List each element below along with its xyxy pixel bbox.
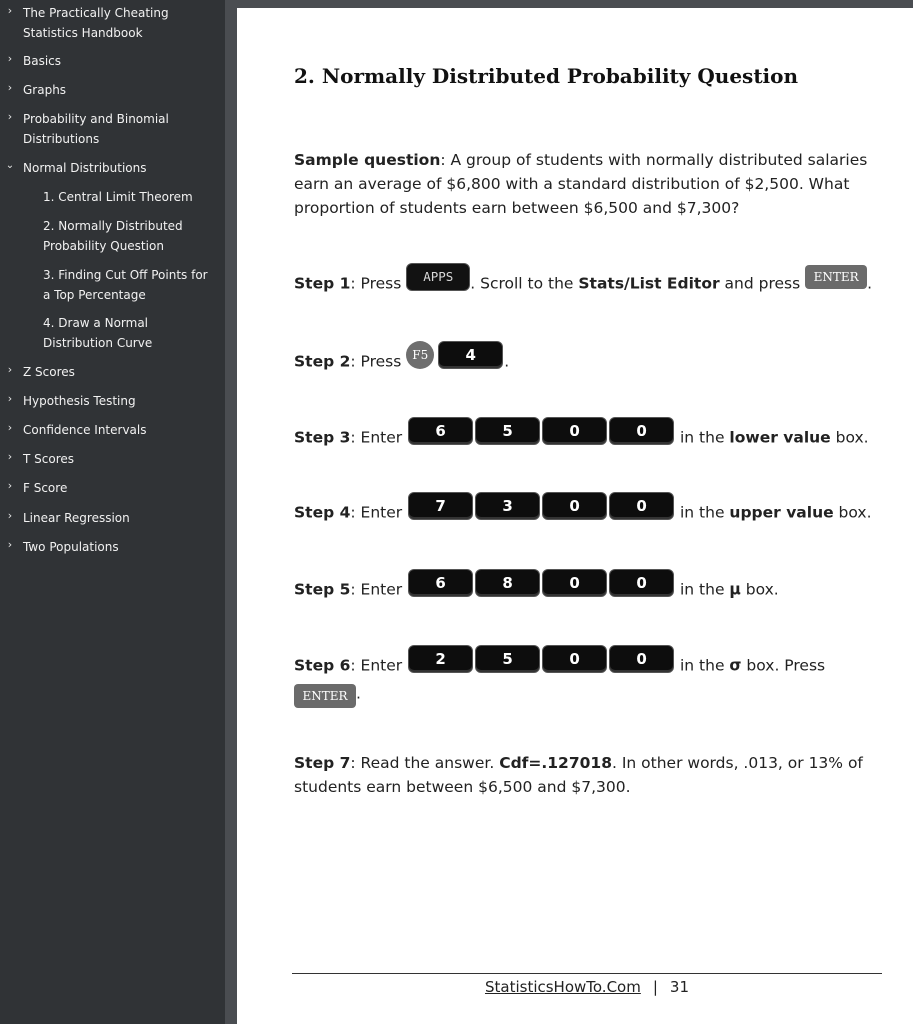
chevron-down-icon: ⌄ bbox=[5, 160, 15, 171]
chevron-right-icon: › bbox=[7, 110, 13, 123]
number-key-icon: 6 bbox=[408, 569, 473, 597]
step-6 bbox=[294, 652, 874, 708]
nav-item-label: 4. Draw a Normal Distribution Curve bbox=[43, 316, 153, 350]
step-label: Step 4 bbox=[294, 503, 351, 522]
step-text: . In other words, .013, or 13% of students earn between $6,500 and $7,300. bbox=[294, 754, 863, 796]
step-text: in the bbox=[675, 503, 730, 522]
number-key-icon: 3 bbox=[475, 492, 540, 520]
enter-key-icon: ENTER bbox=[294, 684, 356, 708]
chevron-right-icon: › bbox=[7, 509, 13, 522]
step-label: Step 5 bbox=[294, 580, 351, 599]
nav-item-label: F Score bbox=[23, 481, 68, 495]
step-bold-text: Cdf=.127018 bbox=[499, 754, 612, 772]
footer-site-link[interactable]: StatisticsHowTo.Com bbox=[484, 978, 641, 996]
step-text: in the bbox=[675, 580, 730, 599]
step-bold-text: lower value bbox=[729, 428, 831, 447]
nav-item-label: Linear Regression bbox=[23, 511, 130, 525]
step-text: : Enter bbox=[350, 428, 408, 447]
step-7 bbox=[294, 751, 874, 799]
chevron-right-icon: › bbox=[7, 450, 13, 463]
document-page bbox=[237, 8, 913, 1024]
sidebar bbox=[0, 0, 225, 1024]
nav-item-label: Normal Distributions bbox=[23, 161, 147, 175]
step-text: : Press bbox=[350, 352, 407, 371]
number-key-icon: 6 bbox=[408, 417, 473, 445]
page-footer bbox=[292, 978, 882, 996]
step-text: box. bbox=[830, 428, 869, 447]
step-2 bbox=[294, 348, 874, 376]
chevron-right-icon: › bbox=[7, 479, 13, 492]
step-label: Step 7 bbox=[294, 754, 351, 772]
number-key-icon: 5 bbox=[475, 417, 540, 445]
number-key-icon: 0 bbox=[609, 569, 674, 597]
chevron-right-icon: › bbox=[7, 538, 13, 551]
number-key-icon: 2 bbox=[408, 645, 473, 673]
nav-item-label: Probability and Binomial Distributions bbox=[23, 112, 169, 146]
step-bold-text: Stats/List Editor bbox=[578, 274, 720, 293]
number-key-icon: 0 bbox=[542, 417, 607, 445]
step-text: . bbox=[356, 684, 361, 703]
footer-divider bbox=[292, 973, 882, 974]
nav-item-label: Confidence Intervals bbox=[23, 423, 147, 437]
number-key-icon: 0 bbox=[609, 417, 674, 445]
step-text: box. bbox=[833, 503, 872, 522]
chevron-right-icon: › bbox=[7, 81, 13, 94]
step-text: : Enter bbox=[350, 503, 408, 522]
chevron-right-icon: › bbox=[7, 4, 13, 17]
number-key-icon: 7 bbox=[408, 492, 473, 520]
step-label: Step 6 bbox=[294, 656, 351, 675]
step-text: . Scroll to the bbox=[470, 274, 579, 293]
step-text: : Press bbox=[350, 274, 407, 293]
step-text: box. bbox=[740, 580, 779, 599]
number-key-icon: 0 bbox=[542, 645, 607, 673]
nav-item-label: Two Populations bbox=[23, 540, 119, 554]
step-text: in the bbox=[675, 428, 730, 447]
number-key-icon: 8 bbox=[475, 569, 540, 597]
apps-key-icon: APPS bbox=[406, 263, 470, 291]
number-key-icon: 4 bbox=[438, 341, 503, 369]
sidebar-scrollbar[interactable] bbox=[225, 0, 237, 1024]
sample-question-text: : A group of students with normally distributed salaries earn an average of $6,800 with a standard distribution of $2,500. What proportion of students earn between $6,500 and $7,300? bbox=[294, 151, 868, 217]
step-3 bbox=[294, 424, 874, 452]
step-text: . bbox=[867, 274, 873, 293]
step-text: : Enter bbox=[350, 656, 408, 675]
step-text: : Read the answer. bbox=[350, 754, 500, 772]
nav-item-label: 1. Central Limit Theorem bbox=[43, 190, 193, 204]
nav-item-label: 2. Normally Distributed Probability Question bbox=[43, 219, 183, 253]
number-key-icon: 0 bbox=[542, 569, 607, 597]
step-label: Step 2 bbox=[294, 352, 351, 371]
step-text: box. Press bbox=[741, 656, 826, 675]
step-label: Step 3 bbox=[294, 428, 351, 447]
step-bold-text: μ bbox=[729, 580, 741, 599]
nav-item-label: Graphs bbox=[23, 83, 67, 97]
f5-key-icon: F5 bbox=[406, 341, 434, 369]
step-5 bbox=[294, 576, 874, 604]
nav-item-label: Basics bbox=[23, 54, 62, 68]
chevron-right-icon: › bbox=[7, 363, 13, 376]
step-label: Step 1 bbox=[294, 274, 351, 293]
step-text: : Enter bbox=[350, 580, 408, 599]
nav-item-label: Z Scores bbox=[23, 365, 75, 379]
sample-question-label: Sample question bbox=[294, 151, 441, 169]
chevron-right-icon: › bbox=[7, 421, 13, 434]
step-text: and press bbox=[719, 274, 806, 293]
step-text: . bbox=[504, 352, 510, 371]
step-text: in the bbox=[675, 656, 730, 675]
step-1 bbox=[294, 270, 874, 298]
nav-item-label: The Practically Cheating Statistics Handbook bbox=[23, 6, 169, 40]
step-bold-text: upper value bbox=[729, 503, 834, 522]
sample-question bbox=[294, 148, 874, 220]
step-4 bbox=[294, 499, 874, 527]
number-key-icon: 0 bbox=[609, 492, 674, 520]
nav-item-label: T Scores bbox=[23, 452, 75, 466]
chevron-right-icon: › bbox=[7, 392, 13, 405]
number-key-icon: 0 bbox=[609, 645, 674, 673]
step-bold-text: σ bbox=[729, 656, 742, 675]
page-title: 2. Normally Distributed Probability Question bbox=[294, 64, 799, 88]
number-key-icon: 5 bbox=[475, 645, 540, 673]
chevron-right-icon: › bbox=[7, 52, 13, 65]
footer-separator: | bbox=[652, 978, 658, 996]
page-number: 31 bbox=[669, 978, 689, 996]
enter-key-icon: ENTER bbox=[805, 265, 867, 289]
number-key-icon: 0 bbox=[542, 492, 607, 520]
nav-item-label: 3. Finding Cut Off Points for a Top Percentage bbox=[43, 268, 208, 302]
nav-item-label: Hypothesis Testing bbox=[23, 394, 136, 408]
